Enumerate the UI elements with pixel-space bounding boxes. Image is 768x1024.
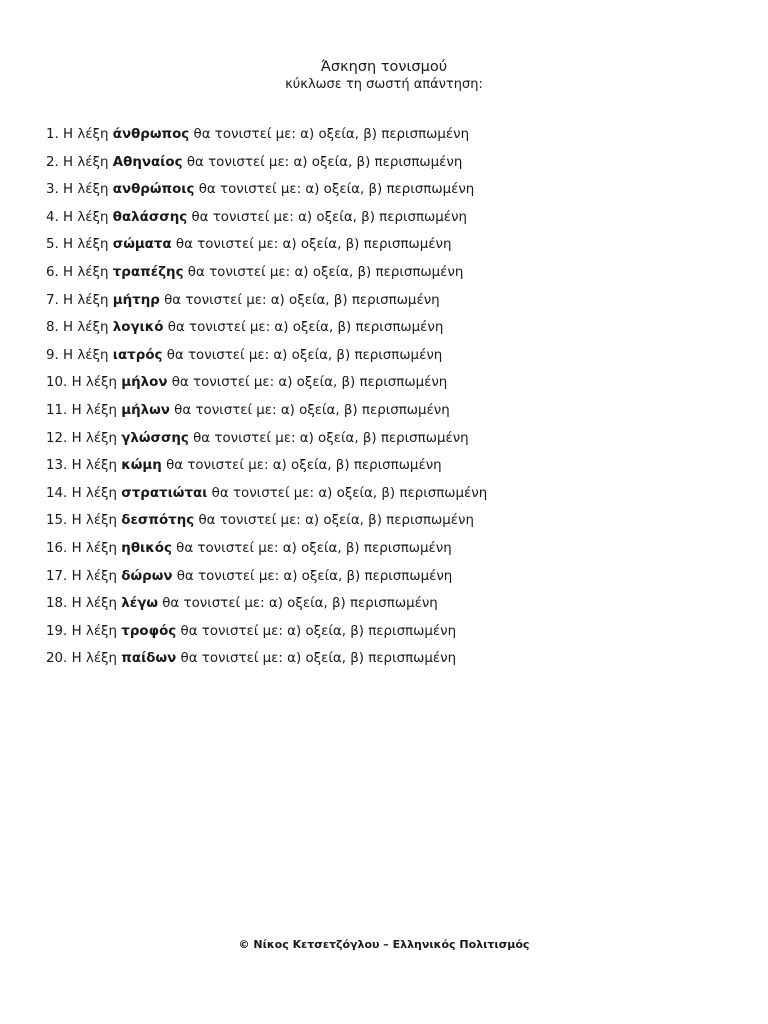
page-subtitle: κύκλωσε τη σωστή απάντηση: bbox=[285, 77, 483, 92]
question-item bbox=[46, 427, 746, 455]
question-item bbox=[46, 206, 746, 234]
question-word: μήλον bbox=[121, 375, 168, 391]
question-item bbox=[46, 537, 746, 565]
question-options: θα τονιστεί με: α) οξεία, β) περισπωμένη bbox=[187, 264, 464, 280]
question-item bbox=[46, 289, 746, 317]
question-prefix: Η λέξη bbox=[63, 127, 109, 142]
question-number: 2. bbox=[46, 154, 59, 170]
question-prefix: Η λέξη bbox=[71, 540, 118, 556]
question-prefix: Η λέξη bbox=[71, 513, 118, 529]
question-number: 20. bbox=[46, 651, 68, 667]
question-number: 13. bbox=[46, 458, 68, 474]
question-word: μήλων bbox=[121, 402, 170, 418]
question-item bbox=[46, 647, 746, 675]
question-options: θα τονιστεί με: α) οξεία, β) περισπωμένη bbox=[180, 623, 457, 639]
question-item bbox=[46, 509, 746, 537]
question-number: 8. bbox=[46, 320, 59, 336]
question-options: θα τονιστεί με: α) οξεία, β) περισπωμένη bbox=[193, 430, 469, 446]
question-prefix: Η λέξη bbox=[71, 375, 118, 391]
question-prefix: Η λέξη bbox=[71, 402, 118, 418]
question-item bbox=[46, 233, 746, 261]
question-word: ηθικός bbox=[121, 540, 172, 556]
question-prefix: Η λέξη bbox=[63, 347, 109, 363]
question-list bbox=[46, 123, 746, 675]
copyright-footer: © Νίκος Κετσετζόγλου – Ελληνικός Πολιτισμός bbox=[238, 938, 530, 951]
question-word: τροφός bbox=[121, 623, 177, 639]
question-prefix: Η λέξη bbox=[71, 485, 118, 501]
question-word: στρατιώται bbox=[121, 485, 208, 501]
question-word: γλώσσης bbox=[121, 430, 189, 446]
question-number: 18. bbox=[46, 596, 68, 612]
question-number: 19. bbox=[46, 623, 68, 639]
question-word: θαλάσσης bbox=[112, 209, 188, 225]
question-word: μήτηρ bbox=[112, 292, 160, 308]
question-number: 15. bbox=[46, 513, 68, 529]
question-options: θα τονιστεί με: α) οξεία, β) περισπωμένη bbox=[166, 458, 442, 474]
question-options: θα τονιστεί με: α) οξεία, β) περισπωμένη bbox=[167, 320, 444, 336]
question-options: θα τονιστεί με: α) οξεία, β) περισπωμένη bbox=[186, 154, 463, 170]
question-options: θα τονιστεί με: α) οξεία, β) περισπωμένη bbox=[211, 485, 488, 501]
question-number: 12. bbox=[46, 430, 68, 446]
question-prefix: Η λέξη bbox=[71, 596, 118, 612]
question-item bbox=[46, 399, 746, 427]
question-options: θα τονιστεί με: α) οξεία, β) περισπωμένη bbox=[171, 375, 448, 391]
question-prefix: Η λέξη bbox=[63, 209, 109, 225]
question-item bbox=[46, 261, 746, 289]
question-word: κώμη bbox=[121, 458, 162, 474]
question-word: παίδων bbox=[121, 651, 177, 667]
question-word: σώματα bbox=[112, 237, 172, 253]
question-item bbox=[46, 592, 746, 620]
question-number: 7. bbox=[46, 292, 59, 308]
question-options: θα τονιστεί με: α) οξεία, β) περισπωμένη bbox=[193, 127, 470, 142]
question-number: 4. bbox=[46, 209, 59, 225]
question-prefix: Η λέξη bbox=[71, 623, 118, 639]
question-number: 9. bbox=[46, 347, 59, 363]
question-word: λέγω bbox=[121, 596, 158, 612]
question-word: δεσπότης bbox=[121, 513, 195, 529]
question-item bbox=[46, 620, 746, 648]
question-word: τραπέζης bbox=[112, 264, 184, 280]
question-number: 6. bbox=[46, 264, 59, 280]
question-prefix: Η λέξη bbox=[63, 154, 109, 170]
question-prefix: Η λέξη bbox=[63, 264, 109, 280]
question-number: 5. bbox=[46, 237, 59, 253]
question-options: θα τονιστεί με: α) οξεία, β) περισπωμένη bbox=[162, 596, 438, 612]
question-prefix: Η λέξη bbox=[63, 320, 109, 336]
question-options: θα τονιστεί με: α) οξεία, β) περισπωμένη bbox=[174, 402, 450, 418]
question-number: 17. bbox=[46, 568, 68, 584]
question-item bbox=[46, 178, 746, 206]
question-options: θα τονιστεί με: α) οξεία, β) περισπωμένη bbox=[180, 651, 457, 667]
question-prefix: Η λέξη bbox=[63, 292, 109, 308]
question-number: 1. bbox=[46, 127, 59, 142]
question-item bbox=[46, 565, 746, 593]
question-options: θα τονιστεί με: α) οξεία, β) περισπωμένη bbox=[176, 568, 453, 584]
question-word: λογικό bbox=[112, 320, 164, 336]
question-item bbox=[46, 482, 746, 510]
question-prefix: Η λέξη bbox=[71, 430, 118, 446]
question-number: 16. bbox=[46, 540, 68, 556]
question-word: ιατρός bbox=[112, 347, 163, 363]
question-options: θα τονιστεί με: α) οξεία, β) περισπωμένη bbox=[191, 209, 467, 225]
question-number: 10. bbox=[46, 375, 68, 391]
question-prefix: Η λέξη bbox=[63, 182, 109, 198]
question-options: θα τονιστεί με: α) οξεία, β) περισπωμένη bbox=[198, 513, 474, 529]
question-word: Αθηναίος bbox=[112, 154, 183, 170]
question-item bbox=[46, 454, 746, 482]
question-item bbox=[46, 371, 746, 399]
question-prefix: Η λέξη bbox=[71, 458, 118, 474]
question-number: 3. bbox=[46, 182, 59, 198]
question-prefix: Η λέξη bbox=[71, 651, 118, 667]
question-word: άνθρωπος bbox=[112, 127, 190, 142]
question-options: θα τονιστεί με: α) οξεία, β) περισπωμένη bbox=[175, 237, 452, 253]
question-options: θα τονιστεί με: α) οξεία, β) περισπωμένη bbox=[198, 182, 475, 198]
question-number: 11. bbox=[46, 402, 68, 418]
question-item bbox=[46, 151, 746, 179]
question-word: ανθρώποις bbox=[112, 182, 195, 198]
question-options: θα τονιστεί με: α) οξεία, β) περισπωμένη bbox=[166, 347, 443, 363]
question-options: θα τονιστεί με: α) οξεία, β) περισπωμένη bbox=[176, 540, 452, 556]
question-item bbox=[46, 316, 746, 344]
page-title: Άσκηση τονισμού bbox=[320, 59, 448, 75]
question-number: 14. bbox=[46, 485, 68, 501]
question-item bbox=[46, 123, 746, 151]
question-prefix: Η λέξη bbox=[71, 568, 118, 584]
question-item bbox=[46, 344, 746, 372]
question-options: θα τονιστεί με: α) οξεία, β) περισπωμένη bbox=[164, 292, 440, 308]
question-word: δώρων bbox=[121, 568, 173, 584]
question-prefix: Η λέξη bbox=[63, 237, 109, 253]
